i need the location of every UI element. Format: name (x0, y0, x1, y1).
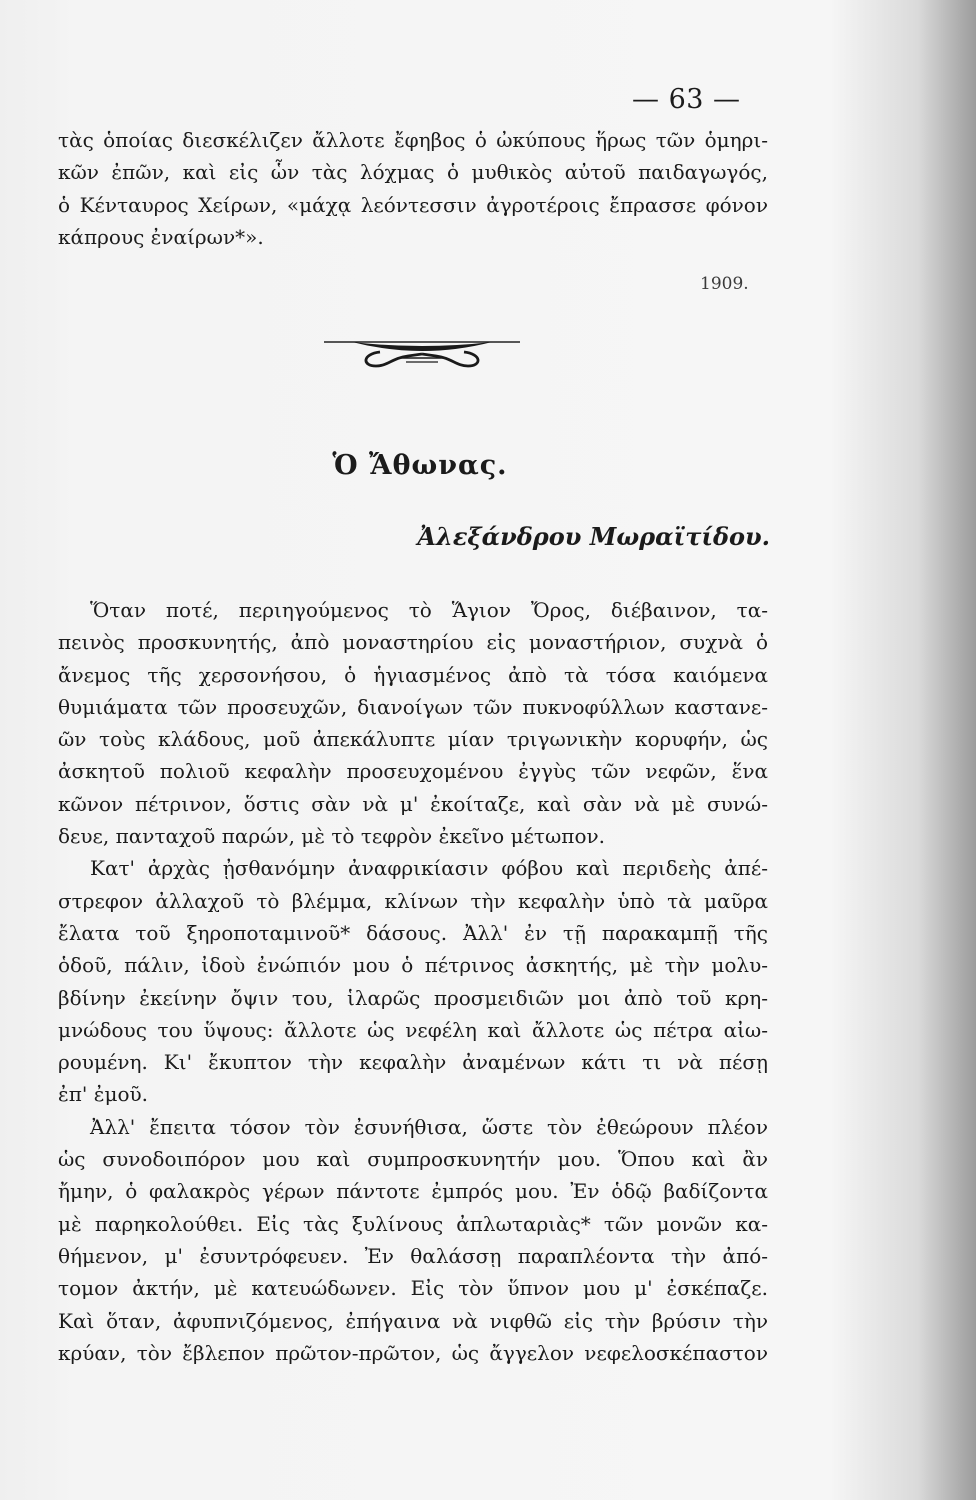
text-line: στρεφον ἀλλαχοῦ τὸ βλέμμα, κλίνων τὴν κεφαλὴν ὑπὸ τὰ μαῦρα (58, 888, 768, 913)
text-line: ὁδοῦ, πάλιν, ἰδοὺ ἐνώπιόν μου ὁ πέτρινος ἀσκητής, μὲ τὴν μολυ- (58, 953, 768, 978)
ornament-divider-icon (322, 332, 522, 376)
text-line: μνώδους του ὕψους: ἄλλοτε ὡς νεφέλη καὶ ἄλλοτε ὡς πέτρα αἰω- (58, 1017, 768, 1042)
text-line: ἔλατα τοῦ ξηροποταμινοῦ* δάσους. Ἀλλ' ἐν τῇ παρακαμπῇ τῆς (58, 920, 768, 945)
intro-paragraph (58, 124, 768, 253)
date-signature: 1909. (700, 274, 749, 294)
text-line: ἄνεμος τῆς χερσονήσου, ὁ ἡγιασμένος ἀπὸ τὰ τόσα καιόμενα (58, 662, 768, 687)
text-line: κῶν ἐπῶν, καὶ εἰς ὧν τὰς λόχμας ὁ μυθικὸς αὐτοῦ παιδαγωγός, (58, 160, 768, 185)
text-line: ἤμην, ὁ φαλακρὸς γέρων πάντοτε ἐμπρός μου. Ἐν ὁδῷ βαδίζοντα (58, 1179, 768, 1204)
chapter-title: Ὁ Ἄθωνας. (332, 450, 508, 481)
text-line: βδίνην ἐκείνην ὄψιν του, ἱλαρῶς προσμειδιῶν μοι ἀπὸ τοῦ κρη- (58, 985, 768, 1010)
text-line: πεινὸς προσκυνητής, ἀπὸ μοναστηρίου εἰς μοναστήριον, συχνὰ ὁ (58, 630, 768, 655)
text-line: τὰς ὁποίας διεσκέλιζεν ἄλλοτε ἔφηβος ὁ ὠκύπους ἥρως τῶν ὁμηρι- (58, 128, 768, 152)
body-text (58, 594, 768, 1369)
text-line: κρύαν, τὸν ἔβλεπον πρῶτον-πρῶτον, ὡς ἄγγελον νεφελοσκέπαστον (58, 1340, 768, 1365)
text-line: Ἀλλ' ἔπειτα τόσον τὸν ἐσυνήθισα, ὥστε τὸν ἐθεώρουν πλέον (90, 1114, 768, 1139)
text-line: δευε, πανταχοῦ παρών, μὲ τὸ τεφρὸν ἐκεῖνο μέτωπον. (58, 824, 606, 849)
text-line: Ὅταν ποτέ, περιηγούμενος τὸ Ἅγιον Ὄρος, διέβαινον, τα- (90, 598, 768, 622)
page-number: — 63 — (632, 84, 741, 115)
text-line: ὡς συνοδοιπόρον μου καὶ συμπροσκυνητήν μου. Ὅπου καὶ ἂν (58, 1147, 768, 1172)
text-line: ὁ Κένταυρος Χείρων, «μάχᾳ λεόντεσσιν ἀγροτέροις ἔπρασσε φόνον (58, 192, 768, 217)
text-line: ρουμένη. Κι' ἔκυπτον τὴν κεφαλὴν ἀναμένων κάτι τι νὰ πέσῃ (58, 1050, 768, 1075)
chapter-author: Ἀλεξάνδρου Μωραϊτίδου. (417, 522, 770, 551)
text-line: τομον ἀκτήν, μὲ κατευώδωνεν. Εἰς τὸν ὕπνον μου μ' ἐσκέπαζε. (58, 1276, 768, 1301)
text-line: Κατ' ἀρχὰς ᾐσθανόμην ἀναφρικίασιν φόβου καὶ περιδεὴς ἀπέ- (90, 856, 768, 881)
text-line: Καὶ ὅταν, ἀφυπνιζόμενος, ἐπήγαινα νὰ νιφθῶ εἰς τὴν βρύσιν τὴν (58, 1308, 768, 1333)
text-line: ῶν τοὺς κλάδους, μοῦ ἀπεκάλυπτε μίαν τριγωνικὴν κορυφήν, ὡς (58, 727, 768, 752)
text-line: κάπρους ἐναίρων*». (58, 224, 264, 249)
text-line: ἐπ' ἐμοῦ. (58, 1082, 149, 1107)
text-line: κῶνον πέτρινον, ὅστις σὰν νὰ μ' ἐκοίταζε, καὶ σὰν νὰ μὲ συνώ- (58, 791, 768, 816)
text-line: θήμενον, μ' ἐσυντρόφευεν. Ἐν θαλάσσῃ παραπλέοντα τὴν ἀπό- (58, 1243, 768, 1268)
text-line: θυμιάματα τῶν προσευχῶν, διανοίγων τῶν πυκνοφύλλων καστανε- (58, 694, 768, 719)
text-line: ἀσκητοῦ πολιοῦ κεφαλὴν προσευχομένου ἐγγὺς τῶν νεφῶν, ἕνα (58, 759, 768, 784)
text-line: μὲ παρηκολούθει. Εἰς τὰς ξυλίνους ἀπλωταριὰς* τῶν μονῶν κα- (58, 1211, 768, 1236)
